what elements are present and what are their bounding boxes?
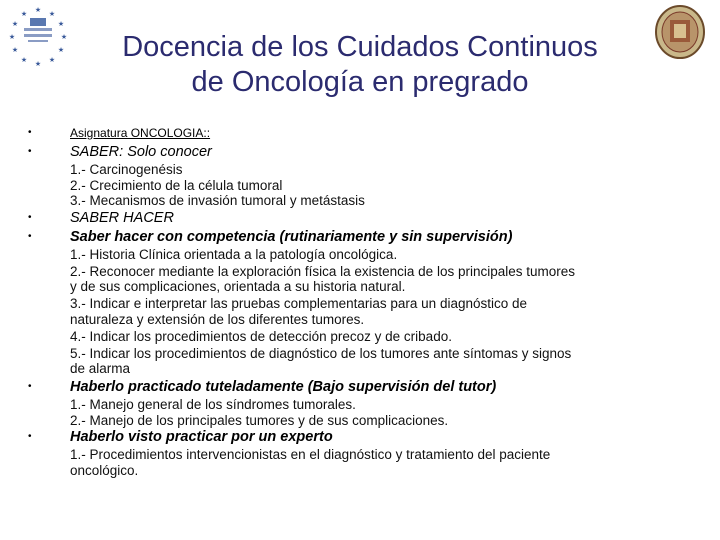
- bullet-icon: •: [28, 146, 32, 157]
- svg-text:★: ★: [60, 34, 68, 41]
- list-item: [28, 329, 708, 345]
- list-item-line: 5.- Indicar los procedimientos de diagnóstico de los tumores ante síntomas y signos: [70, 345, 572, 361]
- list-item-line: 3.- Indicar e interpretar las pruebas complementarias para un diagnóstico de: [70, 296, 528, 311]
- list-item: 1.- Manejo general de los síndromes tumorales.: [70, 397, 356, 412]
- list-item: [28, 447, 708, 478]
- bullet-icon: •: [28, 127, 32, 138]
- list-item: 1.- Carcinogenésis: [70, 162, 183, 177]
- slide-content: [28, 124, 708, 478]
- svg-text:★: ★: [8, 34, 16, 41]
- list-item: 3.- Mecanismos de invasión tumoral y metástasis: [70, 193, 365, 208]
- saber-heading: SABER: Solo conocer: [70, 144, 212, 160]
- asignatura-label: Asignatura ONCOLOGIA::: [70, 126, 211, 140]
- svg-text:★: ★: [57, 21, 65, 28]
- list-item-line: 4.- Indicar los procedimientos de detección precoz y de cribado.: [70, 328, 452, 344]
- list-item: [28, 346, 708, 377]
- list-item: 2.- Manejo de los principales tumores y de sus complicaciones.: [70, 412, 449, 428]
- svg-text:★: ★: [11, 47, 19, 54]
- bullet-icon: •: [28, 211, 32, 223]
- list-item-line: 1.- Historia Clínica orientada a la patología oncológica.: [70, 246, 398, 262]
- list-item-line: 2.- Reconocer mediante la exploración física la existencia de los principales tumores: [70, 263, 576, 279]
- asignatura-row: [28, 124, 708, 143]
- visto-row: [28, 428, 708, 447]
- slide-title: [70, 30, 650, 100]
- svg-text:★: ★: [20, 57, 28, 64]
- list-item: 2.- Crecimiento de la célula tumoral: [70, 177, 283, 193]
- university-seal-logo: [654, 4, 706, 60]
- list-item-line: 1.- Procedimientos intervencionistas en el diagnóstico y tratamiento del paciente: [70, 447, 551, 462]
- saber-row: [28, 143, 708, 162]
- title-line-2: de Oncología en pregrado: [191, 66, 529, 98]
- saber-hacer-heading: SABER HACER: [70, 209, 174, 226]
- list-item: [28, 264, 708, 295]
- list-item-line: oncológico.: [70, 462, 139, 478]
- svg-text:★: ★: [48, 57, 56, 64]
- saber-hacer-comp-heading: Saber hacer con competencia (rutinariamente y sin supervisión): [70, 228, 513, 245]
- list-item: [28, 296, 708, 327]
- bullet-icon: •: [28, 230, 32, 242]
- svg-text:★: ★: [11, 21, 19, 28]
- list-item-line: naturaleza y extensión de los diferentes tumores.: [70, 311, 365, 327]
- visto-heading: Haberlo visto practicar por un experto: [70, 429, 333, 445]
- svg-text:★: ★: [34, 7, 42, 14]
- bullet-icon: •: [28, 381, 32, 392]
- title-line-1: Docencia de los Cuidados Continuos: [122, 31, 598, 63]
- list-item-line: y de sus complicaciones, orientada a su historia natural.: [70, 279, 406, 294]
- svg-text:★: ★: [57, 47, 65, 54]
- list-item: [28, 247, 708, 263]
- university-stars-logo: [6, 4, 70, 68]
- practicado-heading: Haberlo practicado tuteladamente (Bajo supervisión del tutor): [70, 379, 497, 395]
- svg-text:★: ★: [34, 61, 42, 68]
- list-item-line: de alarma: [70, 361, 131, 376]
- svg-text:★: ★: [48, 11, 56, 18]
- bullet-icon: •: [28, 431, 32, 442]
- svg-text:★: ★: [20, 11, 28, 18]
- practicado-row: [28, 378, 708, 397]
- saber-hacer-comp-row: [28, 228, 708, 247]
- saber-hacer-row: [28, 209, 708, 228]
